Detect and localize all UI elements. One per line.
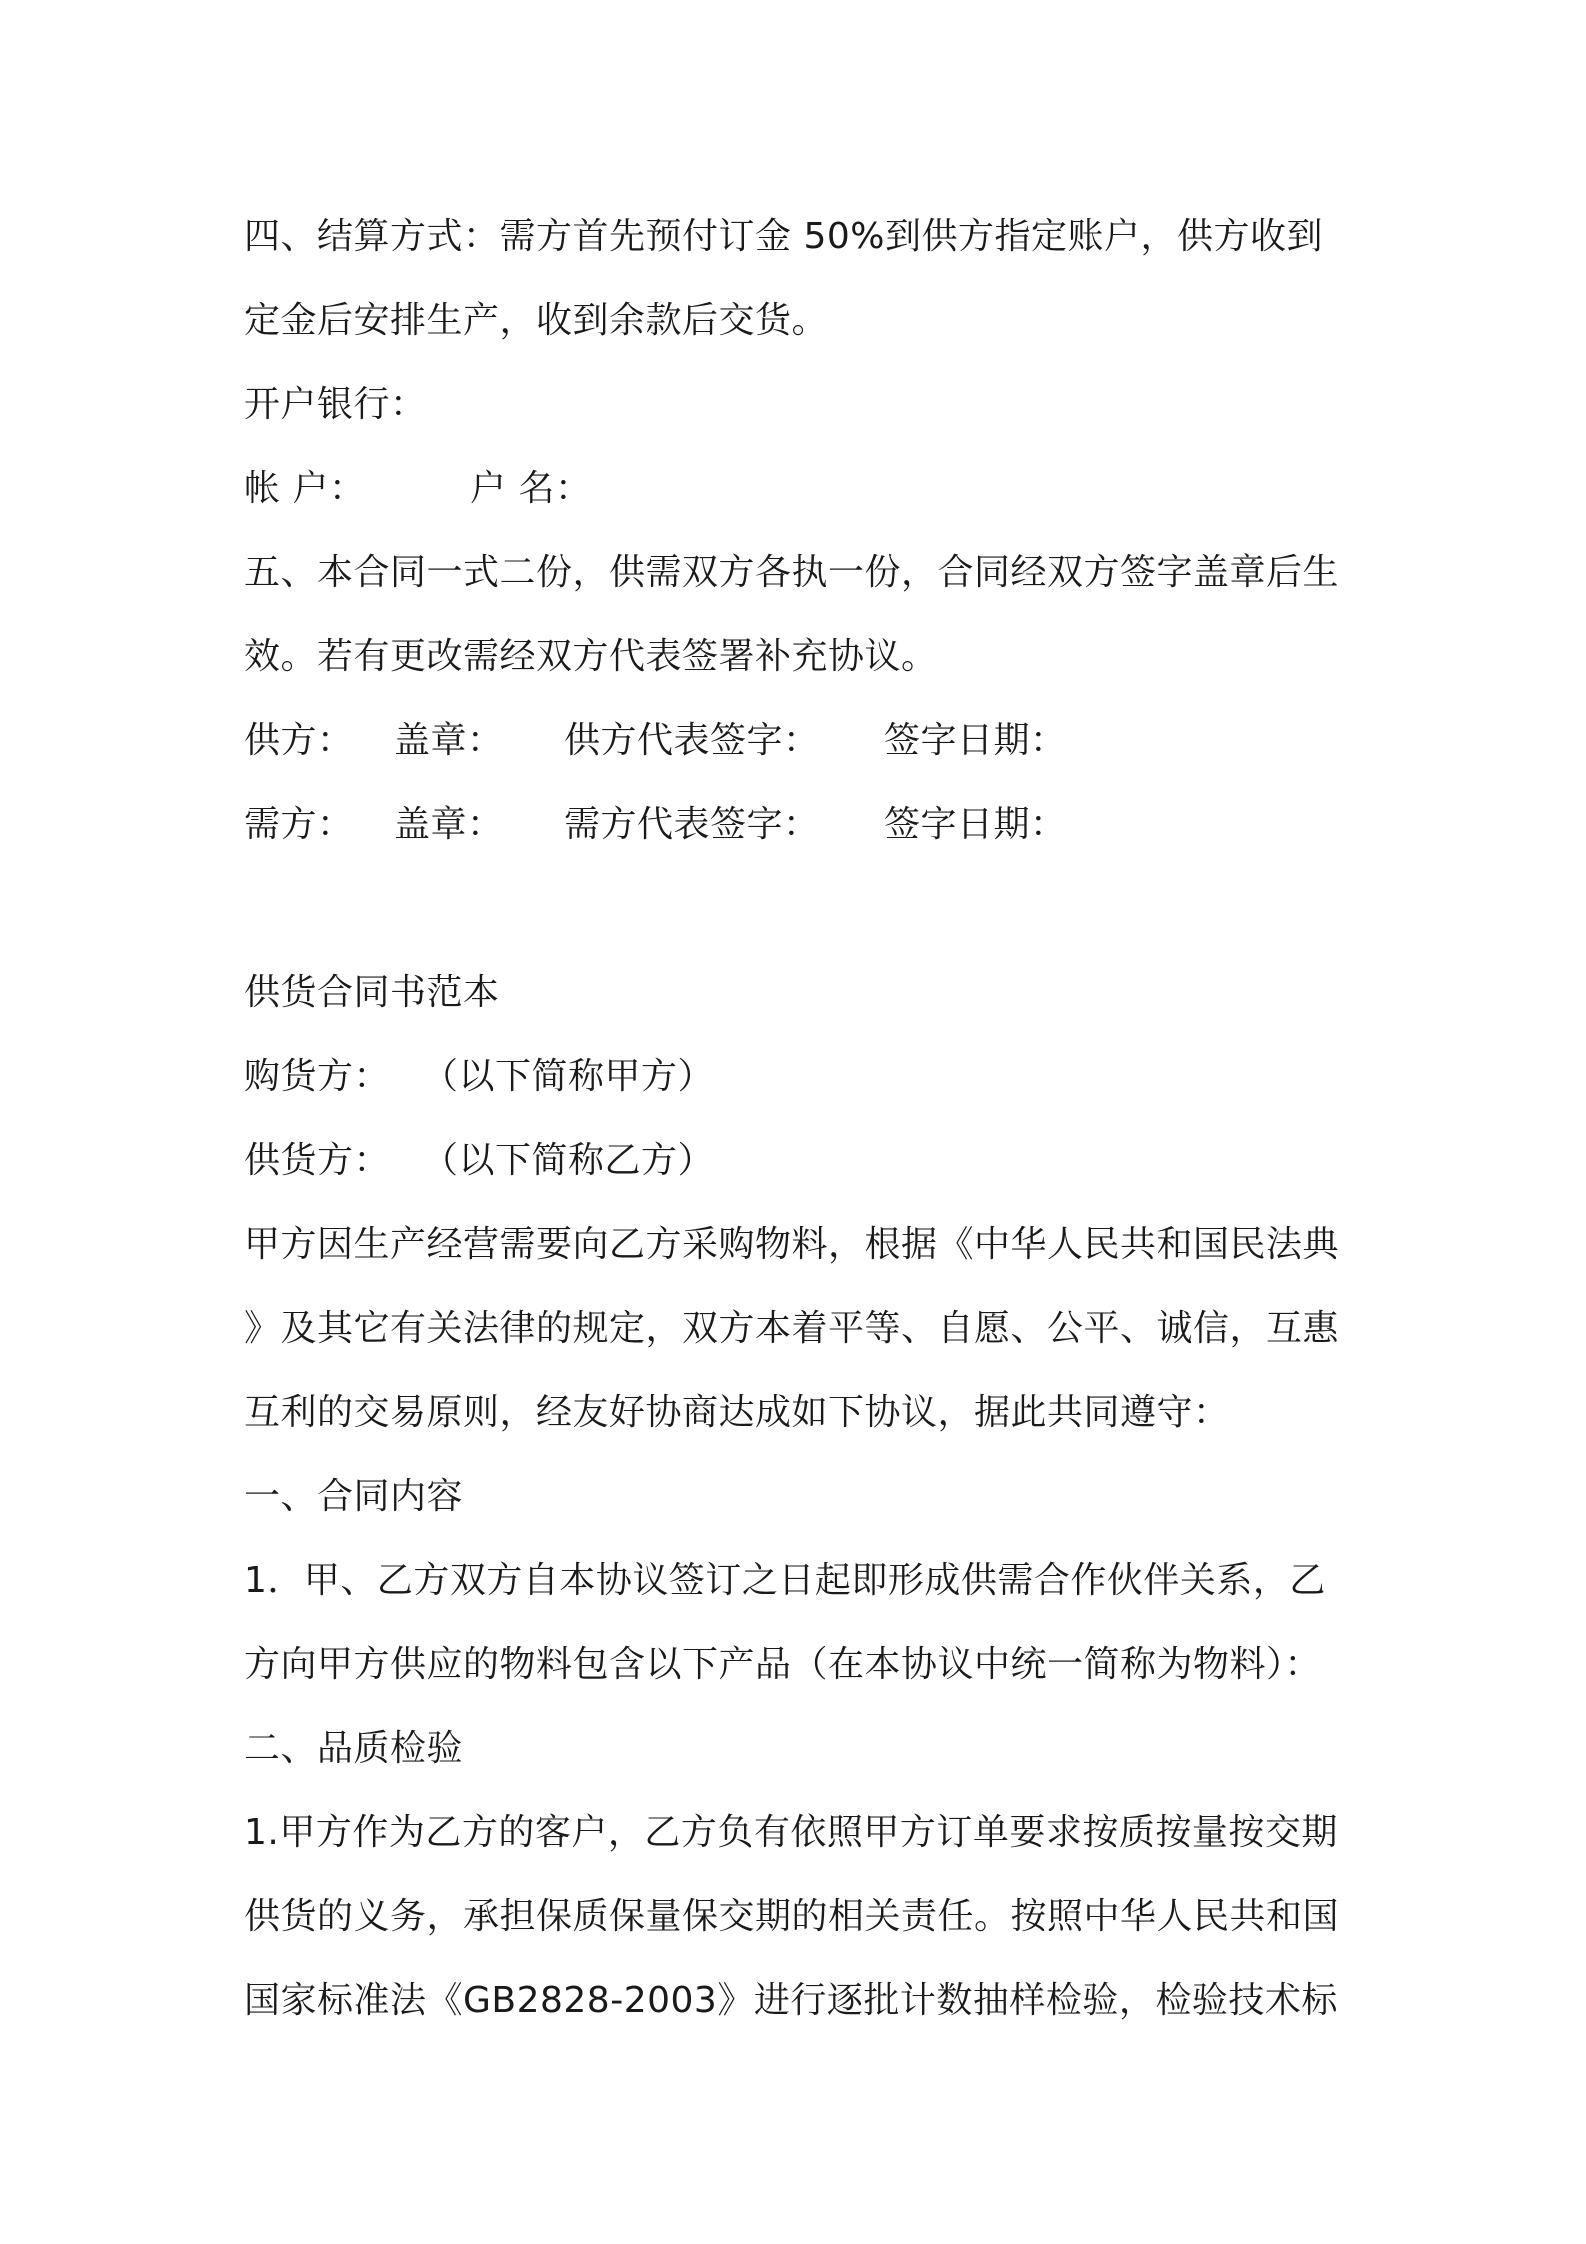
account-label: 帐 户： (244, 468, 366, 509)
signature-date: 签字日期： (884, 720, 1067, 761)
signature-row-buyer (244, 783, 1354, 867)
supplier-note: （以下简称乙方） (422, 1140, 715, 1181)
signature-party: 供方： (244, 720, 354, 761)
preamble-line1: 甲方因生产经营需要向乙方采购物料，根据《中华人民共和国民法典 (244, 1224, 1340, 1265)
account-name-label: 户 名： (470, 468, 592, 509)
signature-rep: 需方代表签字： (564, 804, 820, 845)
clause2-line1: 1.甲方作为乙方的客户，乙方负有依照甲方订单要求按质按量按交期 (244, 1812, 1338, 1853)
template-title: 供货合同书范本 (244, 972, 500, 1013)
preamble-line3: 互利的交易原则，经友好协商达成如下协议，据此共同遵守： (244, 1392, 1230, 1433)
section4-line2: 定金后安排生产，收到余款后交货。 (244, 300, 829, 341)
buyer-note: （以下简称甲方） (422, 1056, 715, 1097)
signature-rep: 供方代表签字： (564, 720, 820, 761)
clause2-line2: 供货的义务，承担保质保量保交期的相关责任。按照中华人民共和国 (244, 1896, 1340, 1937)
signature-seal: 盖章： (394, 804, 504, 845)
section5-line2: 效。若有更改需经双方代表签署补充协议。 (244, 636, 938, 677)
blank-line (244, 867, 1354, 951)
document-body (244, 195, 1354, 2043)
signature-party: 需方： (244, 804, 354, 845)
clause2-heading: 二、品质检验 (244, 1728, 464, 1769)
preamble-line2: 》及其它有关法律的规定，双方本着平等、自愿、公平、诚信，互惠 (244, 1308, 1340, 1349)
signature-row-supplier (244, 699, 1354, 783)
section5-line1: 五、本合同一式二份，供需双方各执一份，合同经双方签字盖章后生 (244, 552, 1340, 593)
signature-date: 签字日期： (884, 804, 1067, 845)
account-row (244, 447, 1354, 531)
clause1-line1: 1．甲、乙方双方自本协议签订之日起即形成供需合作伙伴关系，乙 (244, 1560, 1326, 1601)
signature-seal: 盖章： (394, 720, 504, 761)
bank-label: 开户银行： (244, 384, 427, 425)
buyer-row (244, 1035, 1354, 1119)
supplier-label: 供货方： (244, 1140, 391, 1181)
buyer-label: 购货方： (244, 1056, 391, 1097)
clause2-line3: 国家标准法《GB2828-2003》进行逐批计数抽样检验，检验技术标 (244, 1980, 1338, 2021)
supplier-row (244, 1119, 1354, 1203)
clause1-heading: 一、合同内容 (244, 1476, 464, 1517)
section4-line1: 四、结算方式：需方首先预付订金 50%到供方指定账户，供方收到 (244, 216, 1323, 257)
clause1-line2: 方向甲方供应的物料包含以下产品（在本协议中统一简称为物料）： (244, 1644, 1322, 1685)
